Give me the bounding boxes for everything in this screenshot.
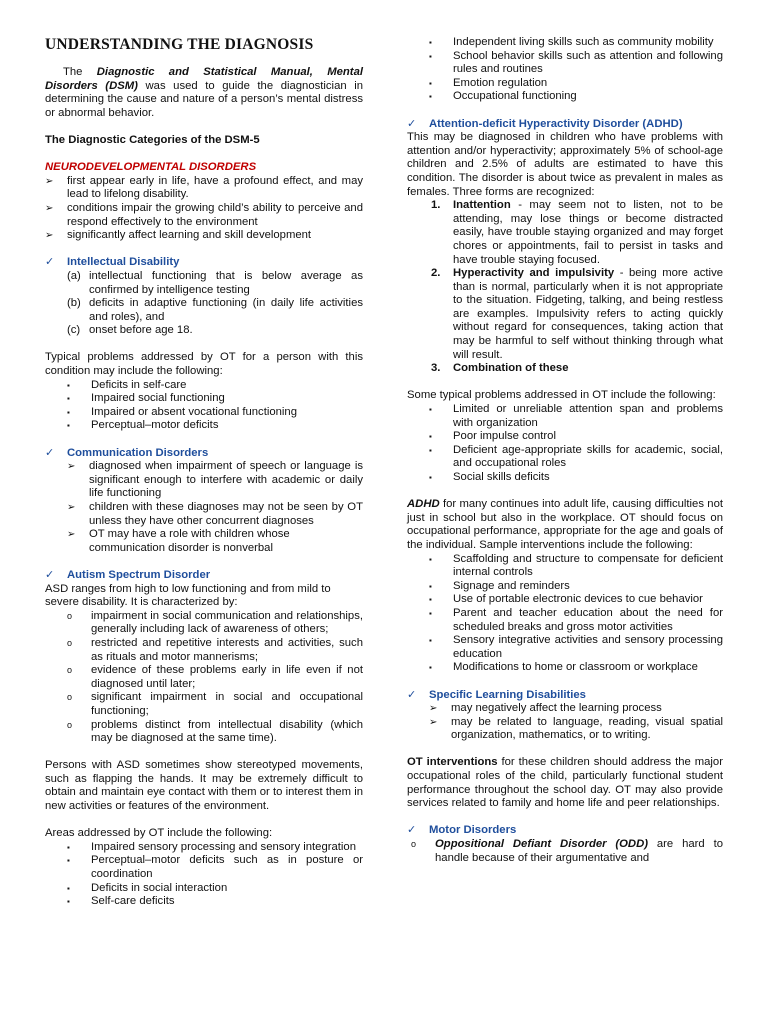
list-item: ➢ first appear early in life, have a profound effect, and may lead to lifelong disability. [45, 174, 363, 201]
square-bullet-icon: ▪ [67, 380, 70, 390]
autism-areas-list [45, 841, 363, 909]
list-item: o evidence of these problems early in life even if not diagnosed until later; [45, 664, 363, 691]
list-item: o Oppositional Defiant Disorder (ODD) are hard to handle because of their argumentative and [407, 838, 723, 865]
checkmark-icon: ✓ [407, 117, 417, 130]
checkmark-icon: ✓ [45, 568, 55, 581]
autism-intro: ASD ranges from high to low functioning and from mild to severe disability. It is characterized by: [45, 582, 331, 609]
document-title: UNDERSTANDING THE DIAGNOSIS [45, 36, 314, 53]
list-item: ➢ OT may have a role with children whose communication disorder is nonverbal [45, 528, 363, 555]
circle-bullet-icon: o [67, 719, 73, 730]
square-bullet-icon: ▪ [429, 473, 432, 482]
list-item: 3. Combination of these [431, 362, 569, 375]
learning-list [407, 702, 723, 743]
square-bullet-icon: ▪ [429, 595, 432, 605]
adhd-adult-paragraph: ADHD for many continues into adult life, causing difficulties not just in school but also in the workplace. OT should focus on occupational performance, appropriate for the age and goals of the individual. Sample interventions include the following: [407, 498, 723, 551]
list-item: ▪ School behavior skills such as attention and following rules and routines [407, 50, 723, 77]
list-item: ➢ diagnosed when impairment of speech or language is significant enough to interfere with academic or daily life functioning [45, 460, 363, 501]
square-bullet-icon: ▪ [429, 38, 432, 47]
list-item: ▪ Perceptual–motor deficits [45, 419, 363, 433]
square-bullet-icon: ▪ [429, 432, 432, 442]
motor-disorders-heading: ✓ Motor Disorders [407, 824, 517, 837]
left-column [45, 0, 363, 909]
list-item: ➢ children with these diagnoses may not be seen by OT unless they have other concurrent diagnoses [45, 501, 363, 528]
square-bullet-icon: ▪ [429, 581, 432, 591]
list-item: ▪ Impaired social functioning [45, 392, 363, 406]
square-bullet-icon: ▪ [429, 445, 432, 455]
list-item: ➢ may negatively affect the learning process [407, 702, 723, 716]
categories-heading: The Diagnostic Categories of the DSM-5 [45, 133, 260, 146]
square-bullet-icon: ▪ [67, 883, 70, 893]
communication-disorders-heading: ✓ Communication Disorders [45, 446, 209, 459]
list-item: ➢ significantly affect learning and skill development [45, 229, 312, 242]
adhd-problems-list [407, 403, 723, 485]
adhd-problems-intro: Some typical problems addressed in OT include the following: [407, 389, 716, 402]
square-bullet-icon: ▪ [67, 897, 70, 907]
checkmark-icon: ✓ [407, 688, 417, 701]
list-item: ▪ Social skills deficits [407, 471, 723, 485]
checkmark-icon: ✓ [407, 824, 417, 837]
list-item: (a) intellectual functioning that is below average as confirmed by intelligence testing [67, 269, 363, 296]
square-bullet-icon: ▪ [429, 92, 432, 102]
list-item: ▪ Poor impulse control [407, 430, 723, 444]
autism-persons-paragraph: Persons with ASD sometimes show stereotyped movements, such as flapping the hands. It may be extremely difficult to obtain and maintain eye contact with them or to interest them in new activities or features of the environment. [45, 759, 363, 813]
motor-list [407, 838, 723, 865]
circle-bullet-icon: o [67, 665, 73, 676]
list-item: ➢ may be related to language, reading, visual spatial organization, mathematics, or to writing. [407, 716, 723, 743]
square-bullet-icon: ▪ [429, 405, 432, 415]
list-item: ▪ Scaffolding and structure to compensate for deficient internal controls [407, 553, 723, 580]
autism-areas-intro: Areas addressed by OT include the following: [45, 827, 273, 840]
list-item: 2. Hyperactivity and impulsivity - being more active than is normal, particularly when it is not appropriate to the situation. Fidgeting, talking, and being restless are examples. Impulsivity refers to acting quickly without regard for consequences, taking action that may be harmful to self without thinking through what will result. [431, 267, 723, 361]
list-item: 1. Inattention - may seem not to listen, not to be attending, may lose things or become distracted easily, have trouble staying organized and may forget chores or appointments, fail to persist in tasks and have trouble staying focused. [431, 199, 723, 266]
checkmark-icon: ✓ [45, 446, 55, 459]
arrow-bullet-icon: ➢ [67, 461, 76, 473]
square-bullet-icon: ▪ [67, 421, 70, 431]
arrow-bullet-icon: ➢ [45, 230, 54, 242]
neurodevelopmental-heading: NEURODEVELOPMENTAL DISORDERS [45, 161, 257, 174]
communication-list [45, 460, 363, 555]
autism-heading: ✓ Autism Spectrum Disorder [45, 568, 211, 581]
adhd-heading: ✓ Attention-deficit Hyperactivity Disorder (ADHD) [407, 117, 683, 130]
list-item: o restricted and repetitive interests and activities, such as rituals and motor mannerisms; [45, 637, 363, 664]
list-item: o problems distinct from intellectual disability (which may be diagnosed at the same time). [45, 719, 363, 746]
square-bullet-icon: ▪ [67, 856, 70, 866]
list-item: o impairment in social communication and relationships, generally including lack of awareness of others; [45, 610, 363, 637]
adhd-term: ADHD [407, 498, 440, 511]
intellectual-disability-heading: ✓ Intellectual Disability [45, 256, 180, 269]
circle-bullet-icon: o [67, 610, 73, 621]
list-item: ▪ Impaired or absent vocational functioning [45, 406, 363, 420]
list-item: ▪ Modifications to home or classroom or workplace [407, 661, 723, 675]
circle-bullet-icon: o [67, 692, 73, 703]
square-bullet-icon: ▪ [429, 554, 432, 564]
list-item: ▪ Independent living skills such as community mobility [407, 36, 723, 50]
list-item: ➢ conditions impair the growing child’s ability to perceive and respond effectively to the environment [45, 201, 363, 228]
arrow-bullet-icon: ➢ [429, 716, 438, 728]
list-item: (c) onset before age 18. [67, 324, 193, 337]
intro-paragraph: The Diagnostic and Statistical Manual, Mental Disorders (DSM) was used to guide the diagnostician in determining the cause and nature of a person’s mental distress or abnormal behavior. [45, 66, 363, 119]
neuro-list [45, 175, 363, 243]
checkmark-icon: ✓ [45, 256, 55, 269]
adhd-interventions-list [407, 553, 723, 675]
list-item: ▪ Self-care deficits [45, 895, 363, 909]
square-bullet-icon: ▪ [67, 842, 70, 852]
list-item: ▪ Impaired sensory processing and sensory integration [45, 841, 363, 855]
intellectual-problems-intro: Typical problems addressed by OT for a person with this condition may include the following: [45, 351, 363, 378]
list-item: ▪ Deficits in self-care [45, 379, 363, 393]
list-item: (b) deficits in adaptive functioning (in daily life activities and roles), and [67, 297, 363, 323]
list-item: ▪ Sensory integrative activities and sensory processing education [407, 634, 723, 661]
square-bullet-icon: ▪ [429, 78, 432, 88]
right-column [407, 0, 723, 865]
list-item: ▪ Emotion regulation [407, 77, 723, 91]
arrow-bullet-icon: ➢ [45, 202, 54, 214]
arrow-bullet-icon: ➢ [45, 175, 54, 187]
list-item: ▪ Deficits in social interaction [45, 882, 363, 896]
square-bullet-icon: ▪ [429, 51, 432, 61]
adhd-intro: This may be diagnosed in children who have problems with attention and/or hyperactivity; approximately 5% of school-age children and 2.5% of adults are estimated to have this condition. The disorder is about twice as prevalent in males as females. Three forms are recognized: [407, 131, 723, 198]
list-item: ▪ Perceptual–motor deficits such as in posture or coordination [45, 854, 363, 881]
arrow-bullet-icon: ➢ [429, 703, 438, 715]
list-item: ▪ Parent and teacher education about the need for scheduled breaks and gross motor activities [407, 607, 723, 634]
list-item: ▪ Deficient age-appropriate skills for academic, social, and occupational roles [407, 444, 723, 471]
dsm-term: Diagnostic and Statistical Manual, Mental Disorders (DSM) [45, 66, 363, 92]
circle-bullet-icon: o [67, 637, 73, 648]
arrow-bullet-icon: ➢ [67, 502, 76, 513]
list-item: ▪ Signage and reminders [407, 580, 723, 594]
square-bullet-icon: ▪ [429, 608, 432, 618]
arrow-bullet-icon: ➢ [67, 529, 76, 541]
odd-term: Oppositional Defiant Disorder (ODD) [435, 838, 649, 851]
intellectual-problems-list [45, 379, 363, 433]
autism-areas-continued-list [407, 36, 723, 104]
ot-interventions-paragraph: OT interventions for these children should address the major occupational roles of the child, particularly functional student performance throughout the school day. OT may also provide services related to family and home life and peer relationships. [407, 756, 723, 810]
adhd-forms-list [407, 199, 723, 376]
square-bullet-icon: ▪ [429, 636, 432, 646]
list-item: ▪ Limited or unreliable attention span and problems with organization [407, 403, 723, 430]
square-bullet-icon: ▪ [67, 407, 70, 417]
intellectual-criteria-list [45, 270, 363, 338]
square-bullet-icon: ▪ [429, 663, 432, 673]
autism-characteristics-list [45, 610, 363, 746]
circle-bullet-icon: o [411, 839, 417, 850]
list-item: o significant impairment in social and occupational functioning; [45, 691, 363, 718]
square-bullet-icon: ▪ [67, 394, 70, 404]
list-item: ▪ Occupational functioning [407, 90, 723, 104]
list-item: ▪ Use of portable electronic devices to cue behavior [407, 593, 723, 607]
ot-interventions-term: OT interventions [407, 756, 498, 769]
learning-disabilities-heading: ✓ Specific Learning Disabilities [407, 688, 586, 701]
